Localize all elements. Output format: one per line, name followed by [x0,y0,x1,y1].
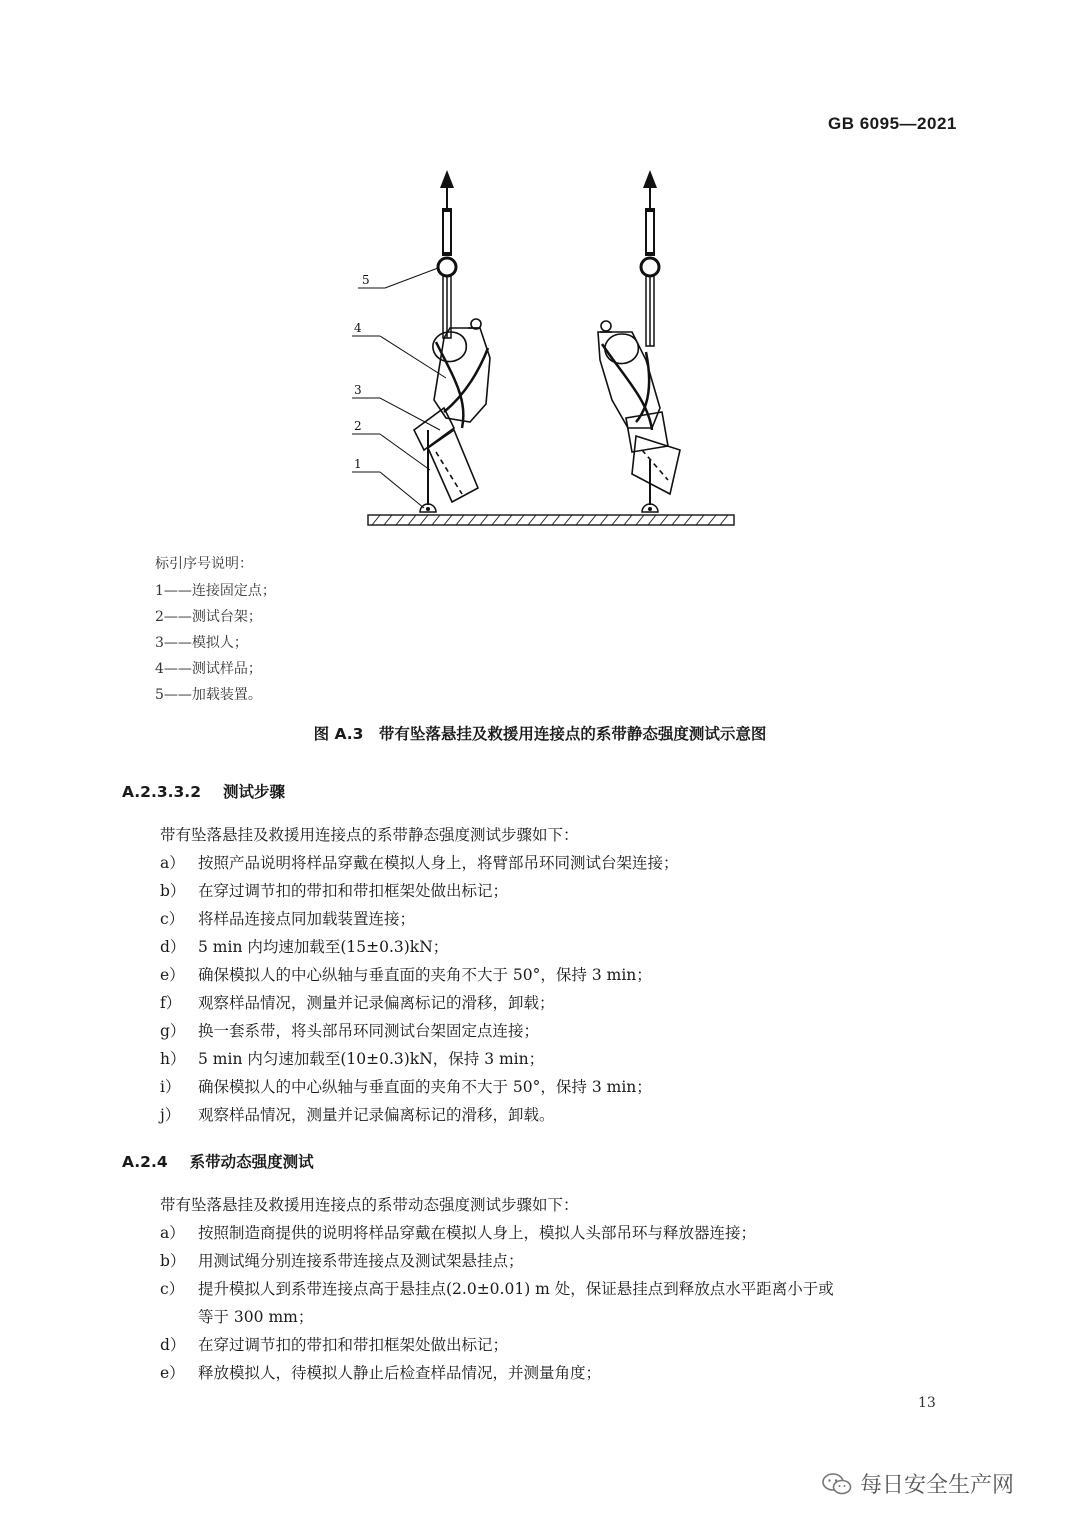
watermark [822,1468,1014,1499]
list-item-text: 观察样品情况，测量并记录偏离标记的滑移，卸载。 [198,1106,555,1124]
right-dummy [598,321,680,494]
left-ring [438,258,456,276]
list-item-text: 5 min 内均速加载至(15±0.3)kN； [198,938,449,956]
list-item-text: 换一套系带，将头部吊环同测试台架固定点连接； [198,1022,540,1040]
list-item-letter: j） [160,1106,181,1124]
section-intro: 带有坠落悬挂及救援用连接点的系带动态强度测试步骤如下： [160,1196,579,1214]
list-item-letter: h） [160,1050,186,1068]
figure-caption: 图 A.3 带有坠落悬挂及救援用连接点的系带静态强度测试示意图 [313,725,767,743]
list-item-text: 在穿过调节扣的带扣和带扣框架处做出标记； [198,1336,509,1354]
left-dummy [414,319,490,502]
left-load-arrow-icon [440,170,454,188]
callout-lines [352,268,446,508]
section-intro: 带有坠落悬挂及救援用连接点的系带静态强度测试步骤如下： [160,826,579,844]
legend-item-4: 4——测试样品； [155,661,262,677]
list-item-text: 确保模拟人的中心纵轴与垂直面的夹角不大于 50°，保持 3 min； [198,966,652,984]
list-item-text: 将样品连接点同加载装置连接； [198,910,416,928]
list-item-letter: c） [160,1280,185,1298]
left-test-assembly [352,170,490,512]
watermark-text: 每日安全生产网 [860,1473,1015,1498]
list-item-letter: a） [160,854,185,872]
section-number: A.2.3.3.2 [122,783,201,801]
right-load-arrow-icon [643,170,657,188]
list-item-letter: c） [160,910,185,928]
callout-5: 5 [362,273,370,287]
callout-4: 4 [354,321,362,335]
list-item-text: 确保模拟人的中心纵轴与垂直面的夹角不大于 50°，保持 3 min； [198,1078,652,1096]
list-item-text: 提升模拟人到系带连接点高于悬挂点(2.0±0.01) m 处，保证悬挂点到释放点水平距离小于或 [198,1280,834,1298]
legend-item-2: 2——测试台架； [155,609,262,625]
section-title: 系带动态强度测试 [189,1153,314,1171]
list-item-text: 按照制造商提供的说明将样品穿戴在模拟人身上，模拟人头部吊环与释放器连接； [198,1224,757,1242]
legend-item-5: 5——加载装置。 [155,687,262,703]
section-number: A.2.4 [122,1153,168,1171]
legend-item-1: 1——连接固定点； [155,583,276,599]
section-heading-a23332 [122,780,285,802]
list-item-continuation: 等于 300 mm； [198,1308,314,1326]
standard-number: GB 6095—2021 [828,114,957,133]
list-item-text: 观察样品情况，测量并记录偏离标记的滑移，卸载； [198,994,555,1012]
ground-base [368,515,734,525]
callout-2: 2 [354,419,362,433]
legend-title: 标引序号说明： [155,556,253,572]
list-item-letter: i） [160,1078,181,1096]
wechat-icon [822,1472,852,1496]
page-number: 13 [918,1395,936,1411]
list-item-letter: g） [160,1022,186,1040]
list-item-letter: b） [160,1252,186,1270]
list-item-letter: b） [160,882,186,900]
list-item-letter: f） [160,994,182,1012]
section-title: 测试步骤 [222,783,285,801]
test-diagram [350,160,750,540]
section-heading-a24 [122,1150,314,1172]
list-item-letter: e） [160,966,185,984]
list-item-text: 在穿过调节扣的带扣和带扣框架处做出标记； [198,882,509,900]
callout-3: 3 [354,383,362,397]
list-item-text: 按照产品说明将样品穿戴在模拟人身上，将臂部吊环同测试台架连接； [198,854,679,872]
list-item-letter: e） [160,1364,185,1382]
right-ring [641,258,659,276]
list-item-letter: d） [160,1336,186,1354]
list-item-text: 用测试绳分别连接系带连接点及测试架悬挂点； [198,1252,524,1270]
callout-1: 1 [354,457,362,471]
legend-item-3: 3——模拟人； [155,635,248,651]
list-item-text: 5 min 内匀速加载至(10±0.3)kN，保持 3 min； [198,1050,545,1068]
list-item-text: 释放模拟人，待模拟人静止后检查样品情况，并测量角度； [198,1364,602,1382]
list-item-letter: d） [160,938,186,956]
list-item-letter: a） [160,1224,185,1242]
right-test-assembly [598,170,680,512]
